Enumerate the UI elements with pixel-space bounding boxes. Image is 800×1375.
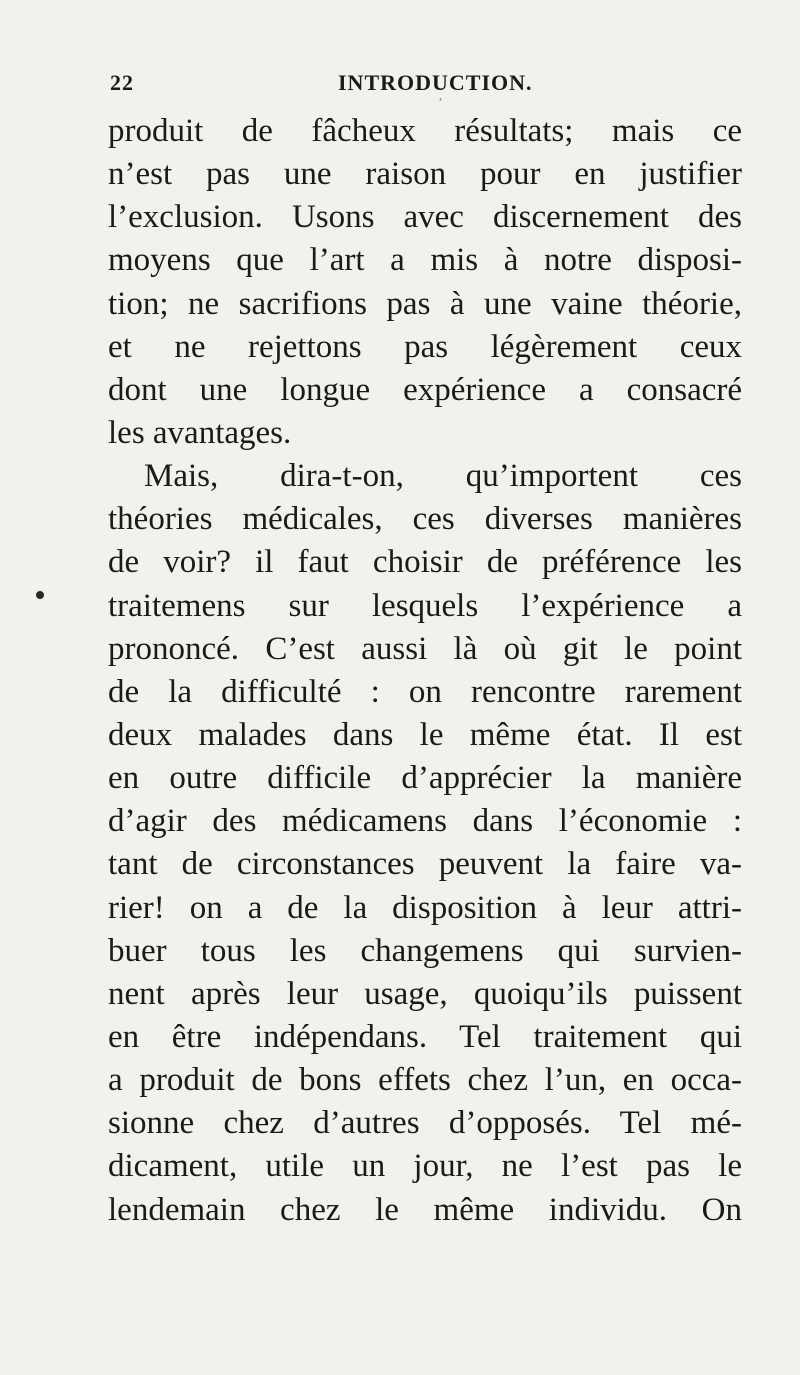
text-line: a produit de bons effets chez l’un, en occa- (108, 1062, 742, 1099)
text-line: sionne chez d’autres d’opposés. Tel mé- (108, 1105, 742, 1142)
text-line: tion; ne sacrifions pas à une vaine théorie, (108, 285, 742, 322)
margin-bullet-mark (36, 591, 44, 599)
text-line: l’exclusion. Usons avec discernement des (108, 199, 742, 236)
body-text (108, 110, 742, 1232)
text-line: traitemens sur lesquels l’expérience a (108, 587, 742, 624)
running-title: INTRODUCTION. (338, 70, 533, 95)
text-line: lendemain chez le même individu. On (108, 1191, 742, 1228)
text-line: d’agir des médicamens dans l’économie : (108, 803, 742, 840)
text-line: en être indépendans. Tel traitement qui (108, 1018, 742, 1055)
running-head (110, 70, 740, 104)
text-line: nent après leur usage, quoiqu’ils puissent (108, 975, 742, 1012)
text-line: et ne rejettons pas légèrement ceux (108, 328, 742, 365)
text-line: tant de circonstances peuvent la faire va- (108, 846, 742, 883)
text-line: théories médicales, ces diverses manières (108, 501, 742, 538)
stray-ink-mark: ’ (438, 96, 443, 111)
text-line: moyens que l’art a mis à notre disposi- (108, 242, 742, 279)
paragraph-start-line: Mais, dira-t-on, qu’importent ces (144, 458, 742, 495)
text-line: produit de fâcheux résultats; mais ce (108, 113, 742, 149)
text-line: dont une longue expérience a consacré (108, 371, 742, 408)
text-line: n’est pas une raison pour en justifier (108, 156, 742, 193)
text-line: rier! on a de la disposition à leur attri- (108, 889, 742, 926)
text-line: de voir? il faut choisir de préférence les (108, 544, 742, 581)
page-number: 22 (110, 70, 134, 95)
paragraph-end-line: les avantages. (108, 414, 292, 451)
text-line: en outre difficile d’apprécier la manière (108, 760, 742, 797)
text-line: buer tous les changemens qui survien- (108, 932, 742, 969)
text-line: prononcé. C’est aussi là où git le point (108, 630, 742, 667)
text-line: deux malades dans le même état. Il est (108, 716, 742, 753)
text-line: de la difficulté : on rencontre rarement (108, 673, 742, 710)
text-line: dicament, utile un jour, ne l’est pas le (108, 1148, 742, 1185)
